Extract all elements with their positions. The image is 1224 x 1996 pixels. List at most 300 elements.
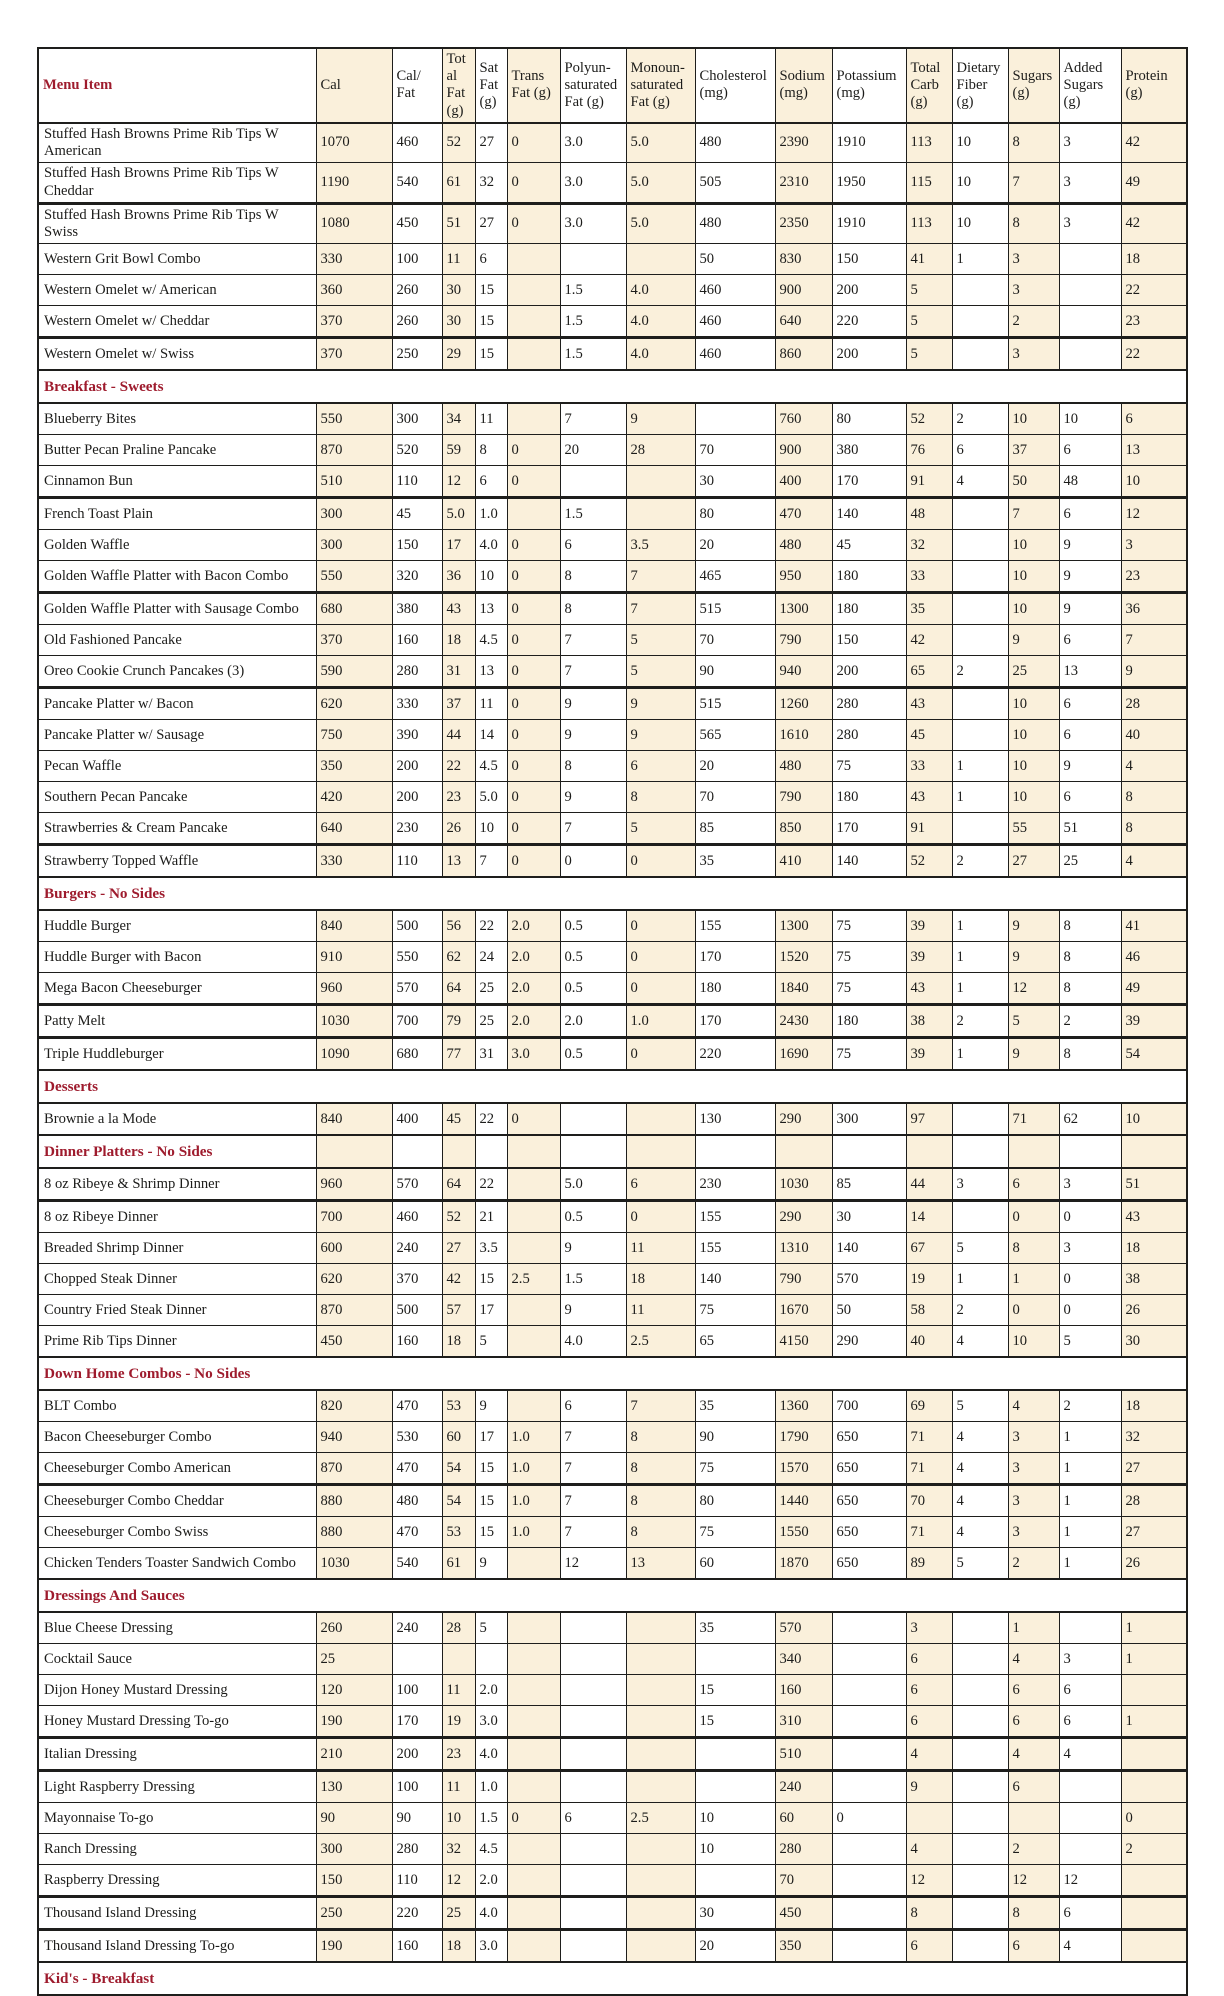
nutrition-value: 330 [392, 688, 442, 720]
nutrition-value [507, 1295, 560, 1326]
nutrition-value: 260 [316, 1612, 392, 1644]
nutrition-value: 540 [392, 163, 442, 203]
nutrition-value: 9 [1121, 656, 1187, 688]
menu-item-row [38, 1264, 1187, 1295]
nutrition-value: 280 [832, 688, 906, 720]
nutrition-value: 0 [507, 720, 560, 751]
nutrition-value [695, 1771, 775, 1803]
nutrition-value: 2 [1008, 306, 1059, 338]
nutrition-value: 8 [626, 1485, 695, 1517]
nutrition-value: 4 [952, 466, 1008, 498]
nutrition-value: 5 [626, 813, 695, 845]
nutrition-value: 71 [906, 1422, 952, 1453]
nutrition-value: 330 [316, 244, 392, 275]
menu-item-row [38, 1644, 1187, 1675]
nutrition-value: 65 [695, 1326, 775, 1358]
nutrition-value: 80 [832, 403, 906, 435]
nutrition-value: 75 [832, 910, 906, 942]
nutrition-value [952, 530, 1008, 561]
nutrition-value [560, 1706, 626, 1738]
nutrition-value: 1260 [775, 688, 832, 720]
nutrition-value: 460 [695, 338, 775, 371]
nutrition-value: 0.5 [560, 1038, 626, 1071]
nutrition-value: 0 [626, 910, 695, 942]
nutrition-value [560, 1771, 626, 1803]
nutrition-value: 1550 [775, 1517, 832, 1548]
nutrition-value: 0 [626, 973, 695, 1005]
nutrition-value: 1030 [316, 1548, 392, 1580]
nutrition-value [832, 1834, 906, 1865]
nutrition-value: 5 [906, 338, 952, 371]
nutrition-value: 89 [906, 1548, 952, 1580]
menu-item-name: Stuffed Hash Browns Prime Rib Tips W American [38, 123, 316, 163]
nutrition-value: 900 [775, 275, 832, 306]
nutrition-value: 1 [1121, 1612, 1187, 1644]
nutrition-value: 6 [1059, 1675, 1121, 1706]
nutrition-value: 60 [775, 1803, 832, 1834]
menu-item-name: Strawberry Topped Waffle [38, 845, 316, 878]
nutrition-value: 1570 [775, 1453, 832, 1485]
nutrition-value: 3.0 [475, 1706, 507, 1738]
nutrition-value: 650 [832, 1422, 906, 1453]
nutrition-value [507, 1390, 560, 1422]
nutrition-value: 52 [442, 1201, 475, 1233]
nutrition-value: 54 [1121, 1038, 1187, 1071]
nutrition-value: 23 [1121, 306, 1187, 338]
nutrition-value: 840 [316, 1103, 392, 1135]
nutrition-value: 515 [695, 593, 775, 625]
menu-item-row [38, 163, 1187, 203]
nutrition-value: 15 [695, 1706, 775, 1738]
nutrition-value: 3 [1059, 163, 1121, 203]
nutrition-value: 39 [1121, 1005, 1187, 1038]
nutrition-value: 310 [775, 1706, 832, 1738]
nutrition-value: 6 [906, 1706, 952, 1738]
nutrition-value: 43 [906, 973, 952, 1005]
menu-item-name: Oreo Cookie Crunch Pancakes (3) [38, 656, 316, 688]
column-header: Sodium (mg) [775, 48, 832, 123]
nutrition-value: 1 [1059, 1485, 1121, 1517]
nutrition-value: 550 [316, 561, 392, 593]
nutrition-page [37, 47, 1188, 1996]
nutrition-value: 90 [695, 1422, 775, 1453]
nutrition-value [952, 1201, 1008, 1233]
nutrition-value: 18 [1121, 1233, 1187, 1264]
nutrition-value: 870 [316, 435, 392, 466]
nutrition-value: 960 [316, 973, 392, 1005]
nutrition-value: 220 [695, 1038, 775, 1071]
nutrition-value: 10 [952, 163, 1008, 203]
nutrition-value: 52 [906, 403, 952, 435]
nutrition-value: 280 [392, 1834, 442, 1865]
nutrition-value: 3 [1008, 275, 1059, 306]
nutrition-value: 50 [695, 244, 775, 275]
nutrition-value: 110 [392, 466, 442, 498]
nutrition-value: 9 [1059, 751, 1121, 782]
nutrition-value: 5 [906, 306, 952, 338]
section-row [38, 1357, 1187, 1390]
menu-item-row [38, 751, 1187, 782]
nutrition-value: 870 [316, 1453, 392, 1485]
nutrition-value: 49 [1121, 163, 1187, 203]
nutrition-value: 1790 [775, 1422, 832, 1453]
nutrition-value: 1.0 [507, 1517, 560, 1548]
nutrition-value: 44 [906, 1168, 952, 1201]
nutrition-value: 0 [507, 435, 560, 466]
nutrition-value: 0 [507, 123, 560, 163]
nutrition-value [952, 1834, 1008, 1865]
nutrition-value: 70 [906, 1485, 952, 1517]
nutrition-value: 1910 [832, 203, 906, 243]
menu-item-row [38, 561, 1187, 593]
menu-item-row [38, 720, 1187, 751]
nutrition-value: 500 [392, 910, 442, 942]
nutrition-value: 7 [560, 1453, 626, 1485]
nutrition-value: 79 [442, 1005, 475, 1038]
nutrition-value: 140 [832, 845, 906, 878]
nutrition-value: 5 [952, 1548, 1008, 1580]
nutrition-table [37, 47, 1188, 1996]
empty-cell [442, 1135, 475, 1168]
nutrition-value [952, 1897, 1008, 1930]
nutrition-value: 7 [475, 845, 507, 878]
nutrition-value: 12 [560, 1548, 626, 1580]
nutrition-value [626, 466, 695, 498]
nutrition-value: 0 [507, 688, 560, 720]
menu-item-row [38, 466, 1187, 498]
nutrition-value: 5.0 [442, 498, 475, 530]
menu-item-row [38, 1005, 1187, 1038]
nutrition-value: 26 [442, 813, 475, 845]
nutrition-value: 840 [316, 910, 392, 942]
nutrition-value: 8 [626, 1453, 695, 1485]
nutrition-value: 5.0 [626, 123, 695, 163]
nutrition-value: 4.5 [475, 625, 507, 656]
nutrition-value: 76 [906, 435, 952, 466]
nutrition-value: 22 [1121, 338, 1187, 371]
nutrition-value: 450 [775, 1897, 832, 1930]
nutrition-value [507, 244, 560, 275]
nutrition-value: 6 [475, 466, 507, 498]
nutrition-value: 4.5 [475, 1834, 507, 1865]
menu-item-row [38, 910, 1187, 942]
nutrition-value: 91 [906, 813, 952, 845]
nutrition-value: 860 [775, 338, 832, 371]
nutrition-value: 2 [1008, 1834, 1059, 1865]
menu-item-row [38, 942, 1187, 973]
nutrition-value: 6 [560, 1803, 626, 1834]
nutrition-value: 1080 [316, 203, 392, 243]
nutrition-value: 3 [1008, 244, 1059, 275]
nutrition-value: 15 [475, 306, 507, 338]
nutrition-value: 470 [775, 498, 832, 530]
nutrition-value: 30 [1121, 1326, 1187, 1358]
empty-cell [1008, 1135, 1059, 1168]
menu-item-row [38, 1295, 1187, 1326]
nutrition-value: 26 [1121, 1295, 1187, 1326]
nutrition-value: 1.0 [475, 498, 507, 530]
nutrition-value [560, 1834, 626, 1865]
nutrition-value: 10 [1008, 561, 1059, 593]
nutrition-value [1121, 1897, 1187, 1930]
nutrition-value [695, 1644, 775, 1675]
nutrition-value: 113 [906, 123, 952, 163]
menu-item-name: Chicken Tenders Toaster Sandwich Combo [38, 1548, 316, 1580]
nutrition-value: 290 [775, 1201, 832, 1233]
menu-item-row [38, 1706, 1187, 1738]
nutrition-value: 460 [695, 306, 775, 338]
nutrition-value: 1300 [775, 910, 832, 942]
nutrition-value: 37 [1008, 435, 1059, 466]
nutrition-value: 790 [775, 625, 832, 656]
column-header: Added Sugars (g) [1059, 48, 1121, 123]
nutrition-value: 33 [906, 561, 952, 593]
nutrition-value: 115 [906, 163, 952, 203]
nutrition-value: 11 [475, 688, 507, 720]
nutrition-value: 470 [392, 1390, 442, 1422]
nutrition-value: 4 [906, 1738, 952, 1771]
nutrition-value: 11 [626, 1233, 695, 1264]
nutrition-value: 2 [952, 1295, 1008, 1326]
nutrition-value: 9 [906, 1771, 952, 1803]
nutrition-value: 90 [392, 1803, 442, 1834]
nutrition-value [695, 1865, 775, 1897]
nutrition-value: 160 [392, 1326, 442, 1358]
nutrition-value: 4.0 [475, 1738, 507, 1771]
empty-cell [316, 1135, 392, 1168]
menu-item-row [38, 1168, 1187, 1201]
nutrition-value: 42 [1121, 123, 1187, 163]
nutrition-value: 0 [507, 163, 560, 203]
menu-item-name: Cocktail Sauce [38, 1644, 316, 1675]
menu-item-row [38, 1453, 1187, 1485]
nutrition-value: 0 [832, 1803, 906, 1834]
nutrition-value: 9 [560, 782, 626, 813]
nutrition-value: 2310 [775, 163, 832, 203]
nutrition-value: 32 [1121, 1422, 1187, 1453]
nutrition-value: 9 [475, 1548, 507, 1580]
nutrition-value: 180 [832, 593, 906, 625]
nutrition-value: 1 [952, 973, 1008, 1005]
nutrition-value: 1 [1059, 1422, 1121, 1453]
nutrition-value: 880 [316, 1517, 392, 1548]
nutrition-value: 11 [475, 403, 507, 435]
section-label: Dressings And Sauces [38, 1579, 1187, 1612]
nutrition-value: 1 [1008, 1612, 1059, 1644]
nutrition-value [507, 1326, 560, 1358]
nutrition-value: 4 [952, 1326, 1008, 1358]
menu-item-name: Pecan Waffle [38, 751, 316, 782]
nutrition-value: 18 [626, 1264, 695, 1295]
nutrition-value [507, 1706, 560, 1738]
nutrition-value: 0 [1008, 1201, 1059, 1233]
nutrition-value: 160 [775, 1675, 832, 1706]
nutrition-value: 17 [442, 530, 475, 561]
nutrition-value: 5 [906, 275, 952, 306]
nutrition-value: 2 [952, 1005, 1008, 1038]
nutrition-value [1121, 1675, 1187, 1706]
nutrition-value: 0 [626, 1038, 695, 1071]
nutrition-value: 260 [392, 306, 442, 338]
menu-item-row [38, 530, 1187, 561]
nutrition-value: 4.0 [475, 530, 507, 561]
nutrition-value: 70 [695, 435, 775, 466]
nutrition-value: 480 [775, 751, 832, 782]
nutrition-value: 470 [392, 1453, 442, 1485]
nutrition-value [507, 1897, 560, 1930]
nutrition-value: 150 [832, 244, 906, 275]
section-row [38, 1070, 1187, 1103]
nutrition-value: 450 [316, 1326, 392, 1358]
nutrition-value: 41 [906, 244, 952, 275]
nutrition-value: 1910 [832, 123, 906, 163]
nutrition-value: 3.0 [560, 203, 626, 243]
nutrition-value [507, 1675, 560, 1706]
nutrition-value: 515 [695, 688, 775, 720]
nutrition-value [952, 1612, 1008, 1644]
nutrition-value: 6 [1008, 1168, 1059, 1201]
nutrition-value: 1 [952, 751, 1008, 782]
nutrition-value [392, 1644, 442, 1675]
column-header: Protein (g) [1121, 48, 1187, 123]
nutrition-value [832, 1865, 906, 1897]
nutrition-value: 530 [392, 1422, 442, 1453]
nutrition-value: 260 [392, 275, 442, 306]
nutrition-value: 52 [442, 123, 475, 163]
nutrition-value: 9 [1008, 942, 1059, 973]
menu-item-row [38, 403, 1187, 435]
nutrition-value: 640 [316, 813, 392, 845]
nutrition-value [560, 1930, 626, 1963]
nutrition-value: 570 [392, 1168, 442, 1201]
nutrition-value: 46 [1121, 942, 1187, 973]
nutrition-value: 180 [832, 1005, 906, 1038]
nutrition-value: 25 [475, 973, 507, 1005]
nutrition-value: 7 [560, 1422, 626, 1453]
nutrition-value [832, 1706, 906, 1738]
nutrition-value: 10 [952, 203, 1008, 243]
nutrition-value: 10 [1121, 1103, 1187, 1135]
nutrition-value: 10 [1008, 688, 1059, 720]
nutrition-value: 75 [832, 1038, 906, 1071]
nutrition-value: 140 [832, 498, 906, 530]
nutrition-value: 2.5 [507, 1264, 560, 1295]
nutrition-value: 45 [442, 1103, 475, 1135]
nutrition-value: 10 [1008, 751, 1059, 782]
nutrition-value: 5 [1059, 1326, 1121, 1358]
nutrition-value: 8 [1059, 942, 1121, 973]
nutrition-value [1059, 1612, 1121, 1644]
nutrition-value: 28 [1121, 688, 1187, 720]
nutrition-value: 5.0 [475, 782, 507, 813]
nutrition-value [952, 625, 1008, 656]
nutrition-value: 70 [695, 782, 775, 813]
menu-item-row [38, 1675, 1187, 1706]
nutrition-value: 13 [1121, 435, 1187, 466]
nutrition-value: 110 [392, 1865, 442, 1897]
nutrition-value: 75 [832, 751, 906, 782]
nutrition-value: 61 [442, 163, 475, 203]
nutrition-value: 2 [952, 845, 1008, 878]
menu-item-row [38, 1865, 1187, 1897]
nutrition-value [952, 1865, 1008, 1897]
nutrition-value: 3 [952, 1168, 1008, 1201]
nutrition-value: 8 [626, 782, 695, 813]
menu-item-row [38, 973, 1187, 1005]
nutrition-value: 10 [1008, 782, 1059, 813]
menu-item-row [38, 625, 1187, 656]
nutrition-value [626, 1897, 695, 1930]
nutrition-value: 6 [626, 751, 695, 782]
nutrition-value: 650 [832, 1517, 906, 1548]
nutrition-value: 1.0 [475, 1771, 507, 1803]
nutrition-value: 2.5 [626, 1326, 695, 1358]
nutrition-value: 6 [1008, 1771, 1059, 1803]
nutrition-value: 760 [775, 403, 832, 435]
nutrition-value: 5 [1008, 1005, 1059, 1038]
nutrition-value [952, 593, 1008, 625]
nutrition-value: 70 [695, 625, 775, 656]
nutrition-value: 5 [952, 1390, 1008, 1422]
nutrition-value: 4 [1008, 1390, 1059, 1422]
nutrition-value: 18 [442, 625, 475, 656]
nutrition-value [507, 1612, 560, 1644]
nutrition-value: 3.5 [475, 1233, 507, 1264]
nutrition-value: 2350 [775, 203, 832, 243]
nutrition-value [507, 1168, 560, 1201]
nutrition-value: 15 [475, 1264, 507, 1295]
nutrition-value: 64 [442, 1168, 475, 1201]
nutrition-value: 9 [1008, 1038, 1059, 1071]
nutrition-value [952, 306, 1008, 338]
menu-item-row [38, 813, 1187, 845]
nutrition-value [507, 338, 560, 371]
nutrition-value: 3 [1008, 1422, 1059, 1453]
nutrition-value: 1 [952, 910, 1008, 942]
nutrition-value: 6 [1059, 435, 1121, 466]
nutrition-value: 100 [392, 1771, 442, 1803]
nutrition-value [507, 275, 560, 306]
menu-item-row [38, 1038, 1187, 1071]
column-header: Monoun-saturated Fat (g) [626, 48, 695, 123]
nutrition-value: 5 [626, 625, 695, 656]
nutrition-value: 3 [1121, 530, 1187, 561]
nutrition-value: 830 [775, 244, 832, 275]
nutrition-value: 350 [775, 1930, 832, 1963]
menu-item-row [38, 306, 1187, 338]
nutrition-value: 3.0 [560, 163, 626, 203]
nutrition-value: 1030 [775, 1168, 832, 1201]
nutrition-value [626, 1675, 695, 1706]
menu-item-name: Blue Cheese Dressing [38, 1612, 316, 1644]
nutrition-value: 49 [1121, 973, 1187, 1005]
nutrition-value: 510 [775, 1738, 832, 1771]
nutrition-value: 150 [316, 1865, 392, 1897]
nutrition-value [475, 1644, 507, 1675]
menu-item-name: Huddle Burger with Bacon [38, 942, 316, 973]
nutrition-value: 12 [906, 1865, 952, 1897]
nutrition-value: 8 [1008, 123, 1059, 163]
nutrition-value: 390 [392, 720, 442, 751]
nutrition-value: 15 [695, 1675, 775, 1706]
nutrition-value: 18 [442, 1326, 475, 1358]
nutrition-value [626, 1103, 695, 1135]
nutrition-value: 9 [560, 720, 626, 751]
nutrition-value: 410 [775, 845, 832, 878]
nutrition-value: 85 [695, 813, 775, 845]
nutrition-value: 30 [442, 306, 475, 338]
nutrition-value: 6 [1008, 1675, 1059, 1706]
